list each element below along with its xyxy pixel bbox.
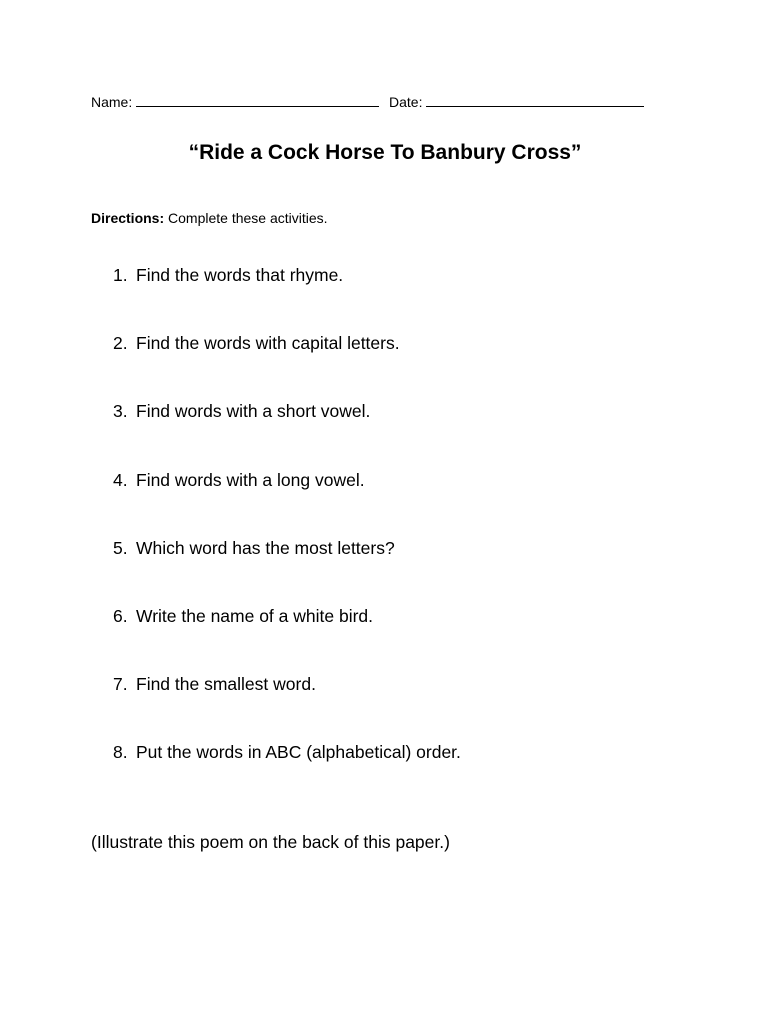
activity-item	[113, 741, 461, 809]
date-blank-line[interactable]	[426, 94, 644, 107]
activity-text: Which word has the most letters?	[136, 537, 395, 558]
activity-text: Find words with a long vowel.	[136, 469, 365, 490]
activity-text: Write the name of a white bird.	[136, 605, 374, 626]
name-date-line	[91, 93, 644, 111]
activity-number: 7.	[113, 674, 128, 695]
activity-number: 5.	[113, 537, 128, 558]
activity-text: Put the words in ABC (alphabetical) order.	[136, 742, 461, 763]
activity-item	[113, 400, 461, 468]
activity-item	[113, 605, 461, 673]
directions	[91, 209, 328, 227]
activity-text: Find words with a short vowel.	[136, 401, 371, 422]
activity-number: 1.	[113, 265, 128, 285]
worksheet-title: “Ride a Cock Horse To Banbury Cross”	[188, 141, 582, 164]
activity-text: Find the smallest word.	[136, 674, 316, 695]
activity-number: 2.	[113, 333, 128, 354]
directions-text: Complete these activities.	[168, 210, 328, 226]
illustrate-note: (Illustrate this poem on the back of this paper.)	[91, 832, 450, 852]
activity-item	[113, 537, 461, 605]
name-blank-line[interactable]	[136, 94, 379, 107]
activity-item	[113, 469, 461, 537]
activity-item	[113, 264, 461, 332]
directions-label: Directions:	[91, 210, 165, 226]
activity-text: Find the words with capital letters.	[136, 333, 400, 354]
activity-number: 4.	[113, 469, 128, 490]
name-label: Name:	[91, 94, 133, 110]
activity-number: 8.	[113, 742, 128, 763]
activity-number: 6.	[113, 605, 128, 626]
activity-item	[113, 673, 461, 741]
activity-item	[113, 332, 461, 400]
activity-text: Find the words that rhyme.	[136, 265, 344, 285]
activity-number: 3.	[113, 401, 128, 422]
activity-list	[113, 264, 461, 810]
date-label: Date:	[389, 94, 423, 110]
